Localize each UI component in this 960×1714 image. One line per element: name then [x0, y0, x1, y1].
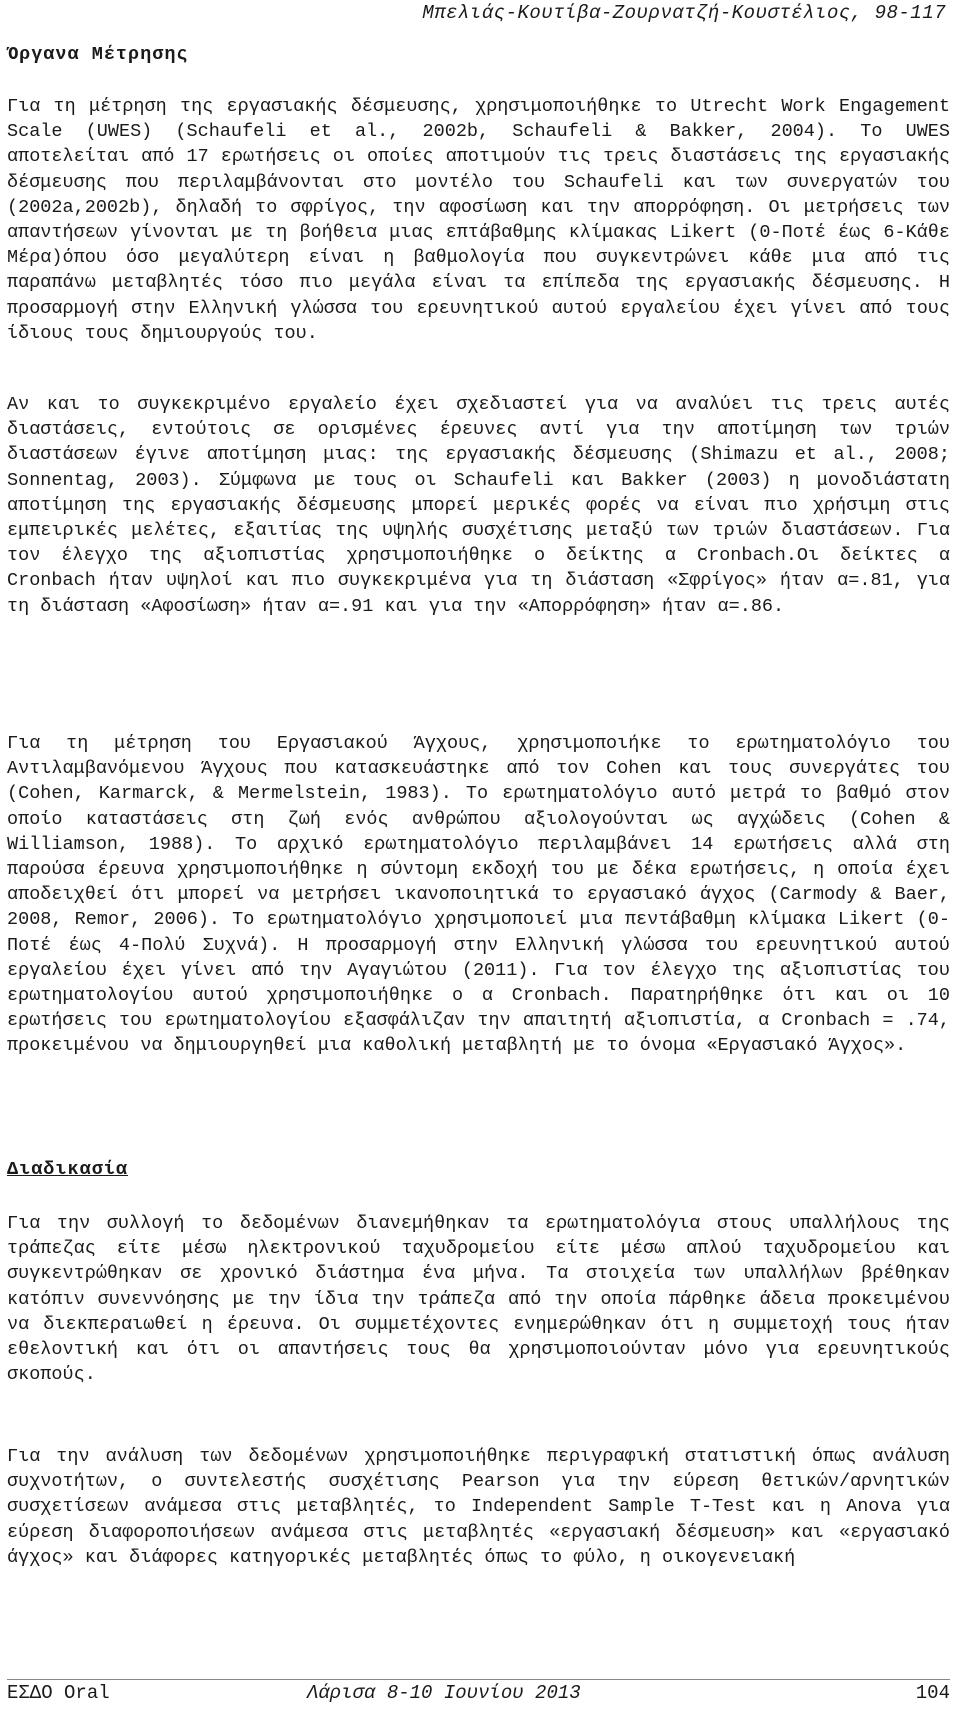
running-header: Μπελιάς-Κουτίβα-Ζουρνατζή-Κουστέλιος, 98-117	[422, 2, 946, 24]
footer-left: ΕΣΔΟ Oral	[7, 1682, 110, 1704]
paragraph-unidimensional: Αν και το συγκεκριμένο εργαλείο έχει σχεδιαστεί για να αναλύει τις τρεις αυτές διαστάσεις, εντούτοις σε ορισμένες έρευνες αντί για την αποτίμηση των τριών διαστάσεων έγινε αποτίμηση μιας: της εργασιακής δέσμευσης (Shimazu et al., 2008; Sonnentag, 2003). Σύμφωνα με τους οι Schaufeli και Bakker (2003) η μονοδιάστατη αποτίμηση της εργασιακής δέσμευσης μπορεί μερικές φορές να είναι πιο χρήσιμη στις εμπειρικές μελέτες, εξαιτίας της υψηλής συσχέτισης μεταξύ των τριών διαστάσεων. Για τον έλεγχο της αξιοπιστίας χρησιμοποιήθηκε ο δείκτης α Cronbach.Οι δείκτες α Cronbach ήταν υψηλοί και πιο συγκεκριμένα για τη διάσταση «Σφρίγος» ήταν α=.81, για τη διάσταση «Αφοσίωση» ήταν α=.91 και για την «Απορρόφηση» ήταν α=.86.	[7, 394, 950, 617]
footer-conference: Λάρισα 8-10 Ιουνίου 2013	[307, 1682, 581, 1704]
paragraph-work-stress: Για τη μέτρηση του Εργασιακού Άγχους, χρησιμοποιήκε το ερωτηματολόγιο του Αντιλαμβανόμενου Άγχους που κατασκευάστηκε από τον Cohen και τους συνεργάτες του (Cohen, Karmarck, & Mermelstein, 1983). Το ερωτηματολόγιο αυτό μετρά το βαθμό στον οποίο καταστάσεις στη ζωή ενός ανθρώπου αξιολογούνται ως αγχώδεις (Cohen & Williamson, 1988). Το αρχικό ερωτηματολόγιο περιλαμβάνει 14 ερωτήσεις αλλά στη παρούσα έρευνα χρησιμοποιήθηκε η σύντομη εκδοχή του με δέκα ερωτήσεις, η οποία έχει αποδειχθεί ότι μπορεί να μετρήσει ικανοποιητικά το εργασιακό άγχος (Carmody & Baer, 2008, Remor, 2006). Το ερωτηματολόγιο χρησιμοποιεί μια πεντάβαθμη κλίμακα Likert (0-Ποτέ έως 4-Πολύ Συχνά). Η προσαρμογή στην Ελληνική γλώσσα του ερευνητικού αυτού εργαλείου έχει γίνει από την Αγαγιώτου (2011). Για τον έλεγχο της αξιοπιστίας του ερωτηματολογίου αυτού χρησιμοποιήθηκε ο α Cronbach. Παρατηρήθηκε ότι και οι 10 ερωτήσεις του ερωτηματολογίου εξασφάλιζαν την απαιτητή αξιοπιστία, α Cronbach = .74, προκειμένου να δημιουργηθεί μια καθολική μεταβλητή με το όνομα «Εργασιακό Άγχος».	[7, 733, 950, 1057]
section-heading-procedure: Διαδικασία	[7, 1159, 129, 1180]
paragraph-data-collection: Για την συλλογή το δεδομένων διανεμήθηκαν τα ερωτηματολόγια στους υπαλλήλους της τράπεζας είτε μέσω ηλεκτρονικού ταχυδρομείου είτε μέσω απλού ταχυδρομείου και συγκεντρώθηκαν σε χρονικό διάστημα ένα μήνα. Τα στοιχεία των υπαλλήλων βρέθηκαν κατόπιν συνεννόησης με την ίδια την τράπεζα από την οποία πάρθηκε άδεια προκειμένου να διεκπεραιωθεί η έρευνα. Οι συμμετέχοντες ενημερώθηκαν ότι η συμμετοχή τους ήταν εθελοντική και ότι οι απαντήσεις τους θα χρησιμοποιούνταν μόνο για ερευνητικούς σκοπούς.	[7, 1213, 950, 1386]
paragraph-uwes: Για τη μέτρηση της εργασιακής δέσμευσης, χρησιμοποιήθηκε το Utrecht Work Engagement Scale (UWES) (Schaufeli et al., 2002b, Schaufeli & Bakker, 2004). Το UWES αποτελείται από 17 ερωτήσεις οι οποίες αποτιμούν τις τρεις διαστάσεις της εργασιακής δέσμευσης που περιλαμβάνονται στο μοντέλο του Schaufeli και των συνεργατών του (2002a,2002b), δηλαδή το σφρίγος, την αφοσίωση και την απορρόφηση. Οι μετρήσεις των απαντήσεων γίνονται με τη βοήθεια μιας επτάβαθμης κλίμακας Likert (0-Ποτέ έως 6-Κάθε Μέρα)όπου όσο μεγαλύτερη είναι η βαθμολογία που συγκεντρώνει κάθε μια από τις παραπάνω μεταβλητές τόσο πιο μεγάλα είναι τα επίπεδα της εργασιακής δέσμευσης. Η προσαρμογή στην Ελληνική γλώσσα του ερευνητικού αυτού εργαλείου έχει γίνει από τους ίδιους τους δημιουργούς του.	[7, 96, 950, 344]
footer-rule	[7, 1679, 950, 1680]
paragraph-data-analysis: Για την ανάλυση των δεδομένων χρησιμοποιήθηκε περιγραφική στατιστική όπως ανάλυση συχνοτήτων, ο συντελεστής συσχέτισης Pearson για την εύρεση θετικών/αρνητικών συσχετίσεων ανάμεσα στις μεταβλητές, το Independent Sample T-Test και η Anova για εύρεση διαφοροποιήσεων ανάμεσα στις μεταβλητές «εργασιακή δέσμευση» και «εργασιακό άγχος» και διάφορες κατηγορικές μεταβλητές όπως το φύλο, η οικογενειακή	[7, 1446, 950, 1568]
page-number: 104	[915, 1682, 950, 1704]
section-heading-instruments: Όργανα Μέτρησης	[7, 44, 189, 65]
